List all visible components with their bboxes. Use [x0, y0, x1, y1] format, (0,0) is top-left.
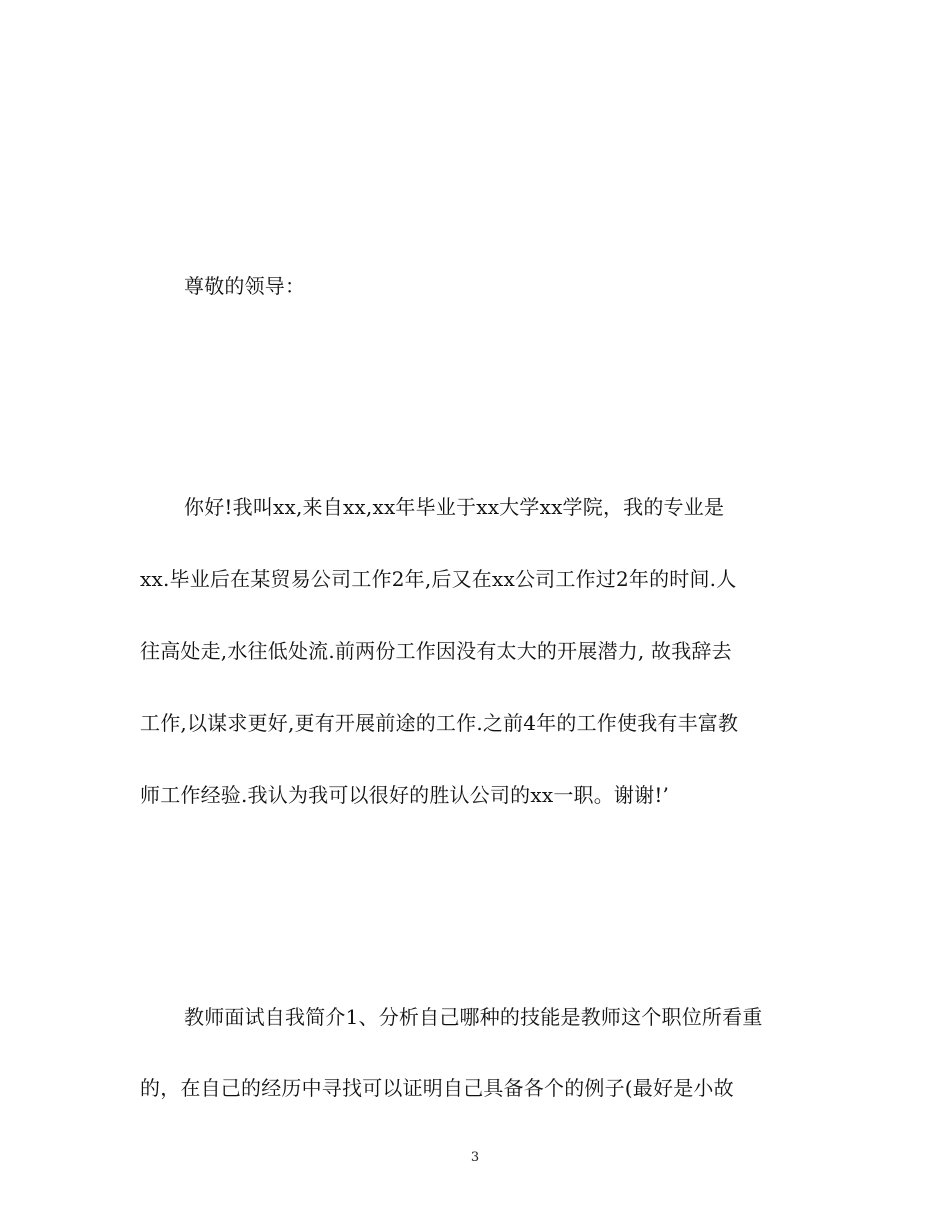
paragraph-line: 工作,以谋求更好,更有开展前途的工作.之前4年的工作使我有丰富教 [140, 711, 739, 735]
salutation: 尊敬的领导： [184, 274, 306, 298]
paragraph-line: xx.毕业后在某贸易公司工作2年,后又在xx公司工作过2年的时间.人 [140, 567, 737, 591]
paragraph-line: 师工作经验.我认为我可以很好的胜认公司的xx一职。谢谢!’ [140, 783, 670, 807]
paragraph-line: 往高处走,水往低处流.前两份工作因没有太大的开展潜力, 故我辞去 [140, 639, 732, 663]
page-number: 3 [470, 1150, 480, 1165]
paragraph-line: 教师面试自我简介1、分析自己哪种的技能是教师这个职位所看重 [184, 1005, 763, 1029]
paragraph-line: 的，在自己的经历中寻找可以证明自己具备各个的例子(最好是小故 [140, 1076, 734, 1100]
paragraph-line: 你好!我叫xx,来自xx,xx年毕业于xx大学xx学院，我的专业是 [184, 495, 725, 519]
